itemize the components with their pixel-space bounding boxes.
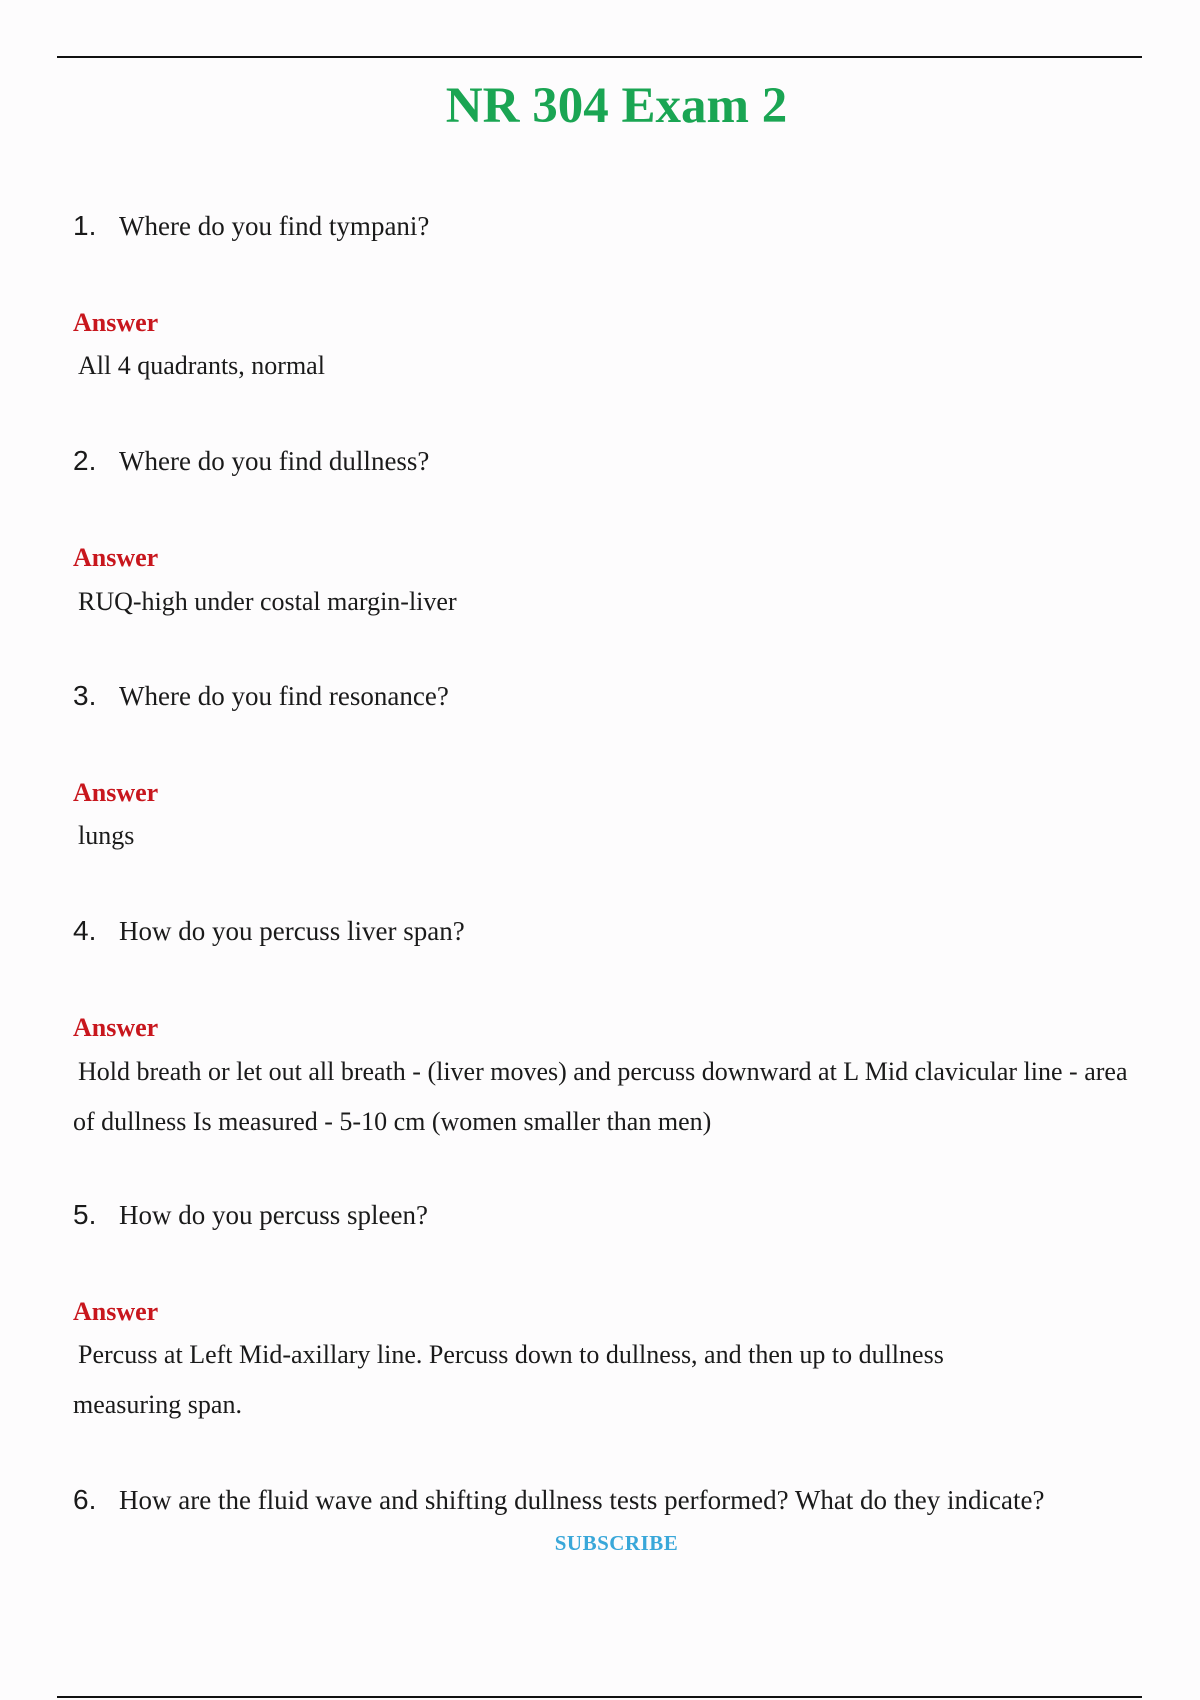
- document-title: NR 304 Exam 2: [445, 78, 788, 134]
- answer-label: Answer: [73, 1297, 159, 1326]
- question-number: 5.: [73, 1199, 97, 1230]
- question: [73, 913, 465, 949]
- answer-text: [73, 1330, 1033, 1430]
- answer-label: Answer: [73, 778, 159, 807]
- question-text: Where do you find dullness?: [119, 446, 430, 476]
- answer-body: Percuss at Left Mid-axillary line. Percuss down to dullness, and then up to dullness measuring span.: [73, 1340, 944, 1419]
- answer-body: lungs: [78, 821, 135, 850]
- bottom-divider: [57, 1696, 1142, 1698]
- answer-text: [73, 1047, 1143, 1147]
- question: [73, 1482, 1044, 1518]
- answer-body: RUQ-high under costal margin-liver: [78, 587, 457, 616]
- answer-body: Hold breath or let out all breath - (liver moves) and percuss downward at L Mid clavicular line - area of dullness Is measured - 5-10 cm (women smaller than men): [73, 1057, 1128, 1136]
- question-text: Where do you find resonance?: [119, 681, 449, 711]
- answer-label: Answer: [73, 1013, 159, 1042]
- question-text: How are the fluid wave and shifting dullness tests performed? What do they indicate?: [119, 1485, 1045, 1515]
- question-number: 4.: [73, 915, 97, 946]
- subscribe-link[interactable]: SUBSCRIBE: [554, 1531, 679, 1555]
- answer-label: Answer: [73, 543, 159, 572]
- answer-text: [73, 811, 1143, 861]
- answer-body: All 4 quadrants, normal: [78, 351, 325, 380]
- answer-text: [73, 341, 1143, 391]
- answer-label: Answer: [73, 308, 159, 337]
- question-text: How do you percuss liver span?: [119, 916, 465, 946]
- question-text: How do you percuss spleen?: [119, 1200, 428, 1230]
- question-number: 2.: [73, 445, 97, 476]
- question-number: 1.: [73, 210, 97, 241]
- question: [73, 678, 449, 714]
- question: [73, 443, 429, 479]
- answer-text: [73, 577, 1143, 627]
- question: [73, 208, 429, 244]
- question-text: Where do you find tympani?: [119, 211, 430, 241]
- question-number: 3.: [73, 680, 97, 711]
- question: [73, 1197, 428, 1233]
- top-divider: [57, 56, 1142, 58]
- question-number: 6.: [73, 1484, 97, 1515]
